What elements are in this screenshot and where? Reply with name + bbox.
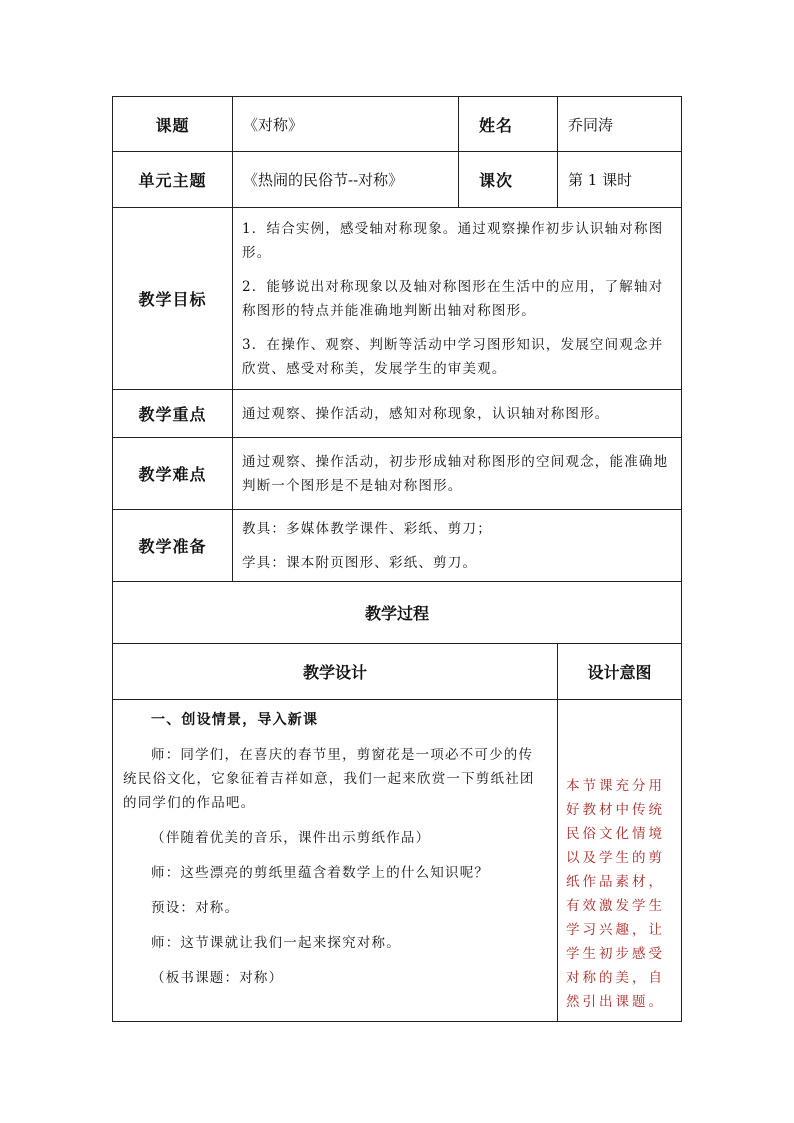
preparation-label: 教学准备 xyxy=(113,510,233,582)
unit-value: 《热闹的民俗节--对称》 xyxy=(233,152,459,208)
objective-item: 3．在操作、观察、判断等活动中学习图形知识，发展空间观念并欣赏、感受对称美，发展学生的审美观。 xyxy=(242,336,664,377)
name-label: 姓名 xyxy=(459,97,558,152)
session-value: 第 1 课时 xyxy=(558,152,682,208)
process-paragraph: （伴随着优美的音乐，课件出示剪纸作品） xyxy=(151,830,431,846)
process-header-row xyxy=(113,644,682,700)
process-title: 教学过程 xyxy=(113,582,682,644)
difficulties-text: 通过观察、操作活动，初步形成轴对称图形的空间观念，能准确地判断一个图形是不是轴对称图形。 xyxy=(233,438,682,510)
key-points-text: 通过观察、操作活动，感知对称现象，认识轴对称图形。 xyxy=(233,390,682,438)
lesson-plan-table xyxy=(112,96,682,1022)
name-value: 乔同涛 xyxy=(558,97,682,152)
key-points-label: 教学重点 xyxy=(113,390,233,438)
preparation-content xyxy=(233,510,682,582)
process-content-row xyxy=(113,700,682,1022)
lesson-plan xyxy=(112,96,681,1022)
key-points-row xyxy=(113,390,682,438)
objectives-label: 教学目标 xyxy=(113,208,233,390)
objectives-content xyxy=(233,208,682,390)
process-paragraph: （板书课题：对称） xyxy=(151,970,284,986)
intent-header: 设计意图 xyxy=(558,644,682,700)
topic-row xyxy=(113,97,682,152)
process-title-row xyxy=(113,582,682,644)
process-paragraph: 师：同学们，在喜庆的春节里，剪窗花是一项必不可少的传统民俗文化，它象征着吉祥如意，我们一起来欣赏一下剪纸社团的同学们的作品吧。 xyxy=(123,747,535,811)
difficulties-label: 教学难点 xyxy=(113,438,233,510)
section-heading: 一、创设情景，导入新课 xyxy=(151,712,319,728)
objectives-row xyxy=(113,208,682,390)
difficulties-row xyxy=(113,438,682,510)
session-label: 课次 xyxy=(459,152,558,208)
objective-item: 2．能够说出对称现象以及轴对称图形在生活中的应用，了解轴对称图形的特点并能准确地判断出轴对称图形。 xyxy=(242,278,664,319)
topic-label: 课题 xyxy=(113,97,233,152)
preparation-teacher: 教具：多媒体教学课件、彩纸、剪刀； xyxy=(242,520,492,537)
topic-value: 《对称》 xyxy=(233,97,459,152)
objective-item: 1．结合实例，感受轴对称现象。通过观察操作初步认识轴对称图形。 xyxy=(242,220,664,261)
process-paragraph: 预设：对称。 xyxy=(151,900,240,916)
intent-text: 本节课充分用好教材中传统民俗文化情境以及学生的剪纸作品素材，有效激发学生学习兴趣，让学生初步感受对称的美，自然引出课题。 xyxy=(558,700,682,1022)
process-paragraph: 师：这些漂亮的剪纸里蕴含着数学上的什么知识呢？ xyxy=(151,865,490,881)
design-header: 教学设计 xyxy=(113,644,558,700)
process-paragraph: 师：这节课就让我们一起来探究对称。 xyxy=(151,935,401,951)
unit-row xyxy=(113,152,682,208)
preparation-student: 学具：课本附页图形、彩纸、剪刀。 xyxy=(242,554,478,571)
unit-label: 单元主题 xyxy=(113,152,233,208)
design-content xyxy=(113,700,558,1022)
preparation-row xyxy=(113,510,682,582)
